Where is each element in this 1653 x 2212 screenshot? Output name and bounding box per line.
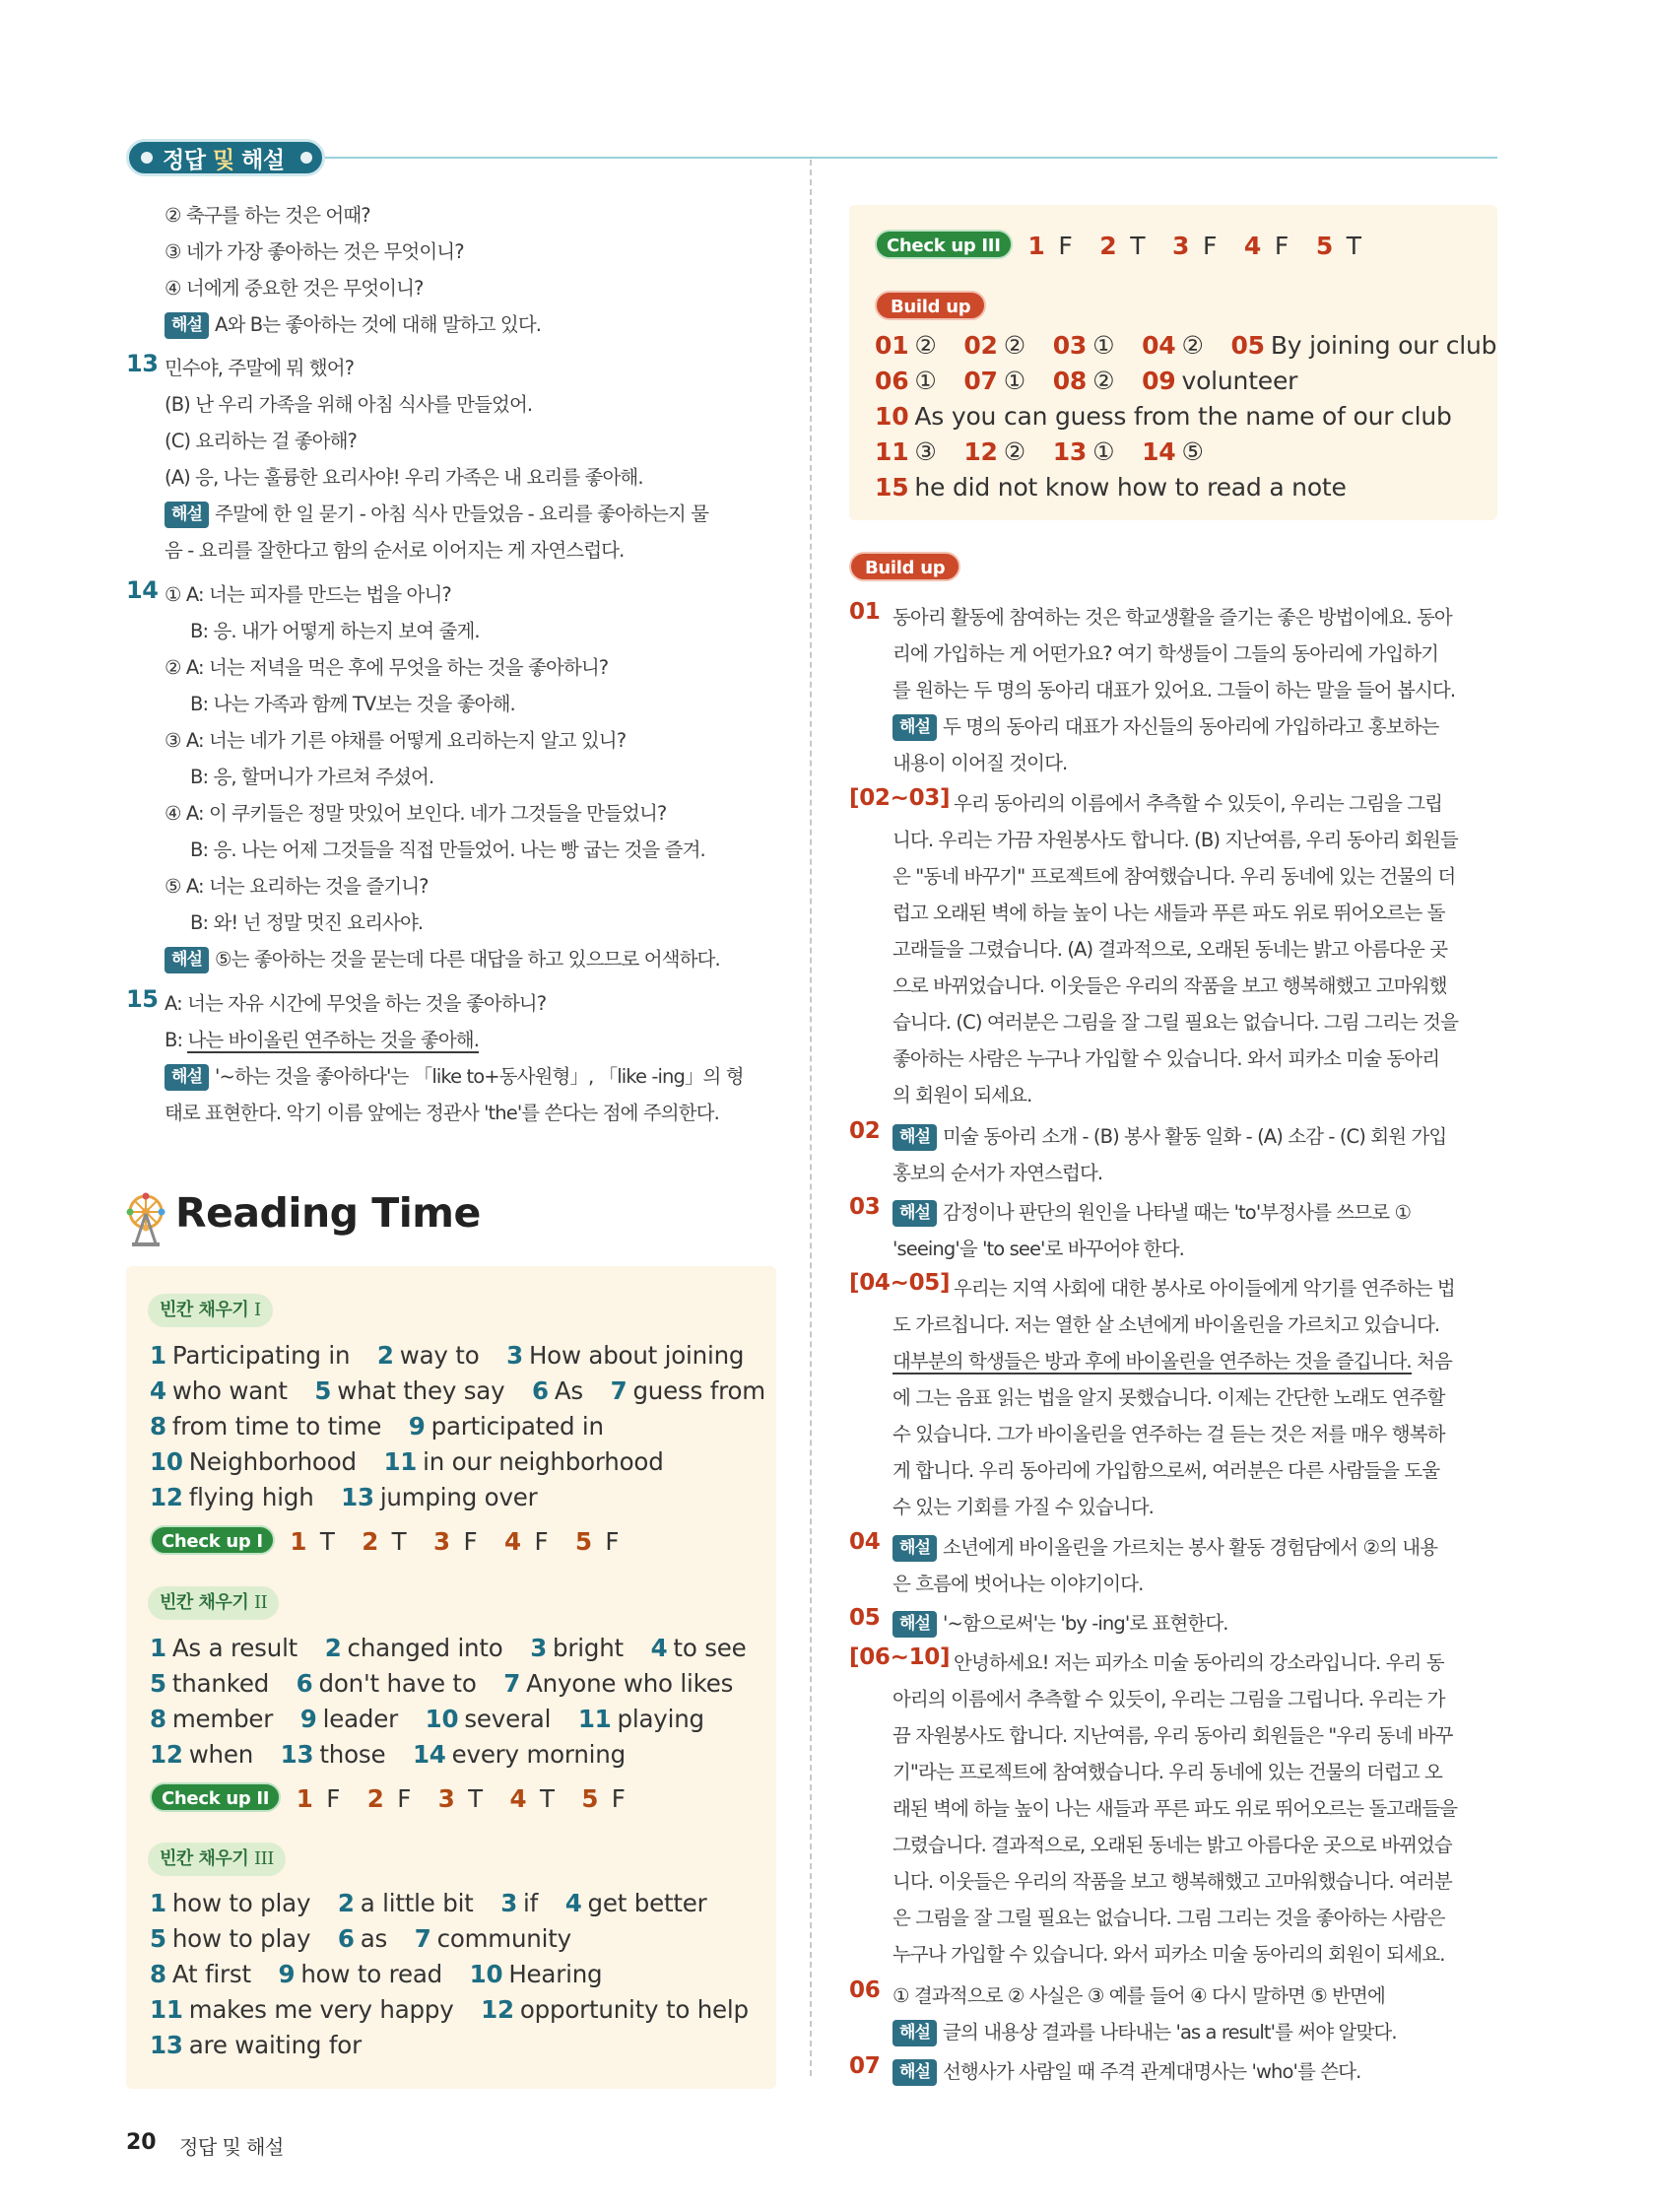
q14-line: B: 응. 내가 어떻게 하는지 보여 줄게.	[190, 620, 480, 642]
b07-number: 07	[849, 2053, 881, 2079]
haesul-tag: 해설	[893, 1200, 937, 1227]
ferris-wheel-icon	[126, 1192, 165, 1247]
section-header-title: 정답 및 해설	[163, 147, 285, 173]
b0610-line: 끔 자원봉사도 합니다. 지난여름, 우리 동아리 회원들은 "우리 동네 바꾸	[893, 1724, 1453, 1747]
blank-fill-1-label: 빈칸 채우기 I	[148, 1294, 273, 1327]
check-up-2-label: Check up II	[150, 1782, 281, 1812]
b0610-line: 기"라는 프로젝트에 참여했습니다. 우리 동네에 있는 건물의 더럽고 오	[893, 1761, 1442, 1783]
haesul-tag: 해설	[893, 2059, 937, 2086]
b0610-line: 래된 벽에 하늘 높이 나는 새들과 푸른 파도 위로 뛰어오르는 돌고래들을	[893, 1797, 1458, 1820]
check-up-3-row: Check up III 1 F 2 T 3 F 4 F 5 T	[875, 229, 1361, 265]
build-up-label-1: Build up	[875, 291, 986, 320]
q12-line-3: ③ 네가 가장 좋아하는 것은 무엇이니?	[165, 240, 464, 263]
b0405-line: 수 있는 기회를 가질 수 있습니다.	[893, 1496, 1154, 1518]
b0203-line: 니다. 우리는 가끔 자원봉사도 합니다. (B) 지난여름, 우리 동아리 회원들	[893, 829, 1458, 851]
b01-explanation-cont: 내용이 이어질 것이다.	[893, 752, 1068, 774]
b01-number: 01	[849, 599, 881, 625]
section-header-badge	[126, 139, 325, 176]
b0405-line-underlined: 대부분의 학생들은 방과 후에 바이올린을 연주하는 것을 즐깁니다. 처음	[893, 1350, 1452, 1373]
check-up-3-label: Check up III	[875, 230, 1013, 259]
b0405-line: 게 합니다. 우리 동아리에 가입함으로써, 여러분은 다른 사람들을 도울	[893, 1459, 1440, 1482]
b0203-line: 으로 바뀌었습니다. 이웃들은 우리의 작품을 보고 행복해했고 고마워했	[893, 974, 1447, 997]
b0203-line: 은 "동네 바꾸기" 프로젝트에 참여했습니다. 우리 동네에 있는 건물의 더	[893, 865, 1456, 888]
q14-line: B: 응, 할머니가 가르쳐 주셨어.	[190, 766, 434, 788]
haesul-tag: 해설	[893, 1535, 937, 1562]
q14-line: ⑤ A: 너는 요리하는 것을 즐기니?	[165, 875, 429, 898]
q14-line: ④ A: 이 쿠키들은 정말 맛있어 보인다. 네가 그것들을 만들었니?	[165, 802, 667, 825]
q14-line: ② A: 너는 저녁을 먹은 후에 무엇을 하는 것을 좋아하니?	[165, 656, 609, 679]
b0203-line: 습니다. (C) 여러분은 그림을 잘 그릴 필요는 없습니다. 그림 그리는 것을	[893, 1011, 1459, 1034]
build-up-row: 15 he did not know how to read a note	[875, 473, 1347, 502]
build-up-row: 06 ① 07 ① 08 ② 09 volunteer	[875, 367, 1298, 395]
q13-line: (B) 난 우리 가족을 위해 아침 식사를 만들었어.	[165, 393, 533, 416]
build-up-row: 11 ③ 12 ② 13 ① 14 ⑤	[875, 437, 1204, 466]
b06-explanation: 해설 글의 내용상 결과를 나타내는 'as a result'를 써야 알맞다.	[893, 2014, 1397, 2050]
dot-icon	[141, 152, 153, 164]
q14-line: B: 응. 나는 어제 그것들을 직접 만들었어. 나는 빵 굽는 것을 즐겨.	[190, 838, 705, 861]
blank1-row: 10 Neighborhood 11 in our neighborhood	[150, 1447, 664, 1476]
blank2-row: 5 thanked 6 don't have to 7 Anyone who likes	[150, 1669, 734, 1698]
q13-line: (C) 요리하는 걸 좋아해?	[165, 430, 357, 452]
reading-time-title: Reading Time	[175, 1189, 481, 1237]
b06-options: ① 결과적으로 ② 사실은 ③ 예를 들어 ④ 다시 말하면 ⑤ 반면에	[893, 1984, 1385, 2007]
b0405-line: 수 있습니다. 그가 바이올린을 연주하는 걸 듣는 것은 저를 매우 행복하	[893, 1423, 1445, 1445]
b0610-line: 은 그림을 잘 그릴 필요는 없습니다. 그림 그리는 것을 좋아하는 사람은	[893, 1907, 1445, 1929]
blank1-row: 8 from time to time 9 participated in	[150, 1412, 604, 1441]
q15-explanation: 해설 '~하는 것을 좋아하다'는 「like to+동사원형」, 「like -ing」의 형	[165, 1058, 744, 1095]
blank1-row: 12 flying high 13 jumping over	[150, 1483, 538, 1511]
b0203-line: 고래들을 그렸습니다. (A) 결과적으로, 오래된 동네는 밝고 아름다운 곳	[893, 938, 1448, 961]
b0405-line: 우리는 지역 사회에 대한 봉사로 아이들에게 악기를 연주하는 법	[954, 1277, 1455, 1300]
column-divider	[810, 160, 812, 2076]
q12-line-4: ④ 너에게 중요한 것은 무엇이니?	[165, 277, 424, 300]
q15-explanation-cont: 태로 표현한다. 악기 이름 앞에는 정관사 'the'를 쓴다는 점에 주의한다.	[165, 1102, 719, 1124]
b05-explanation: 해설 '~함으로써'는 'by -ing'로 표현한다.	[893, 1605, 1228, 1642]
q15-number: 15	[126, 985, 159, 1013]
b01-line: 리에 가입하는 게 어떤가요? 여기 학생들이 그들의 동아리에 가입하기	[893, 642, 1439, 665]
b0610-line: 그렸습니다. 결과적으로, 오래된 동네는 밝고 아름다운 곳으로 바뀌었습	[893, 1834, 1452, 1856]
b02-explanation-cont: 홍보의 순서가 자연스럽다.	[893, 1162, 1103, 1184]
blank3-row: 1 how to play 2 a little bit 3 if 4 get better	[150, 1889, 707, 1917]
b01-line: 동아리 활동에 참여하는 것은 학교생활을 즐기는 좋은 방법이에요. 동아	[893, 606, 1452, 629]
b03-explanation: 해설 감정이나 판단의 원인을 나타낼 때는 'to'부정사를 쓰므로 ①	[893, 1194, 1411, 1231]
q14-explanation: 해설 ⑤는 좋아하는 것을 묻는데 다른 대답을 하고 있으므로 어색하다.	[165, 941, 720, 977]
b0203-number: [02~03]	[849, 785, 951, 811]
b04-explanation: 해설 소년에게 바이올린을 가르치는 봉사 활동 경험담에서 ②의 내용	[893, 1529, 1437, 1566]
q13-line: 민수야, 주말에 뭐 했어?	[165, 357, 355, 379]
b02-number: 02	[849, 1118, 881, 1144]
blank1-row: 4 who want 5 what they say 6 As 7 guess from	[150, 1376, 765, 1405]
haesul-tag: 해설	[165, 947, 209, 973]
b06-number: 06	[849, 1977, 881, 2003]
blank3-row: 5 how to play 6 as 7 community	[150, 1924, 571, 1953]
b0610-line: 니다. 이웃들은 우리의 작품을 보고 행복해했고 고마워했습니다. 여러분	[893, 1870, 1452, 1893]
haesul-tag: 해설	[893, 2020, 937, 2046]
dot-icon	[300, 152, 312, 164]
b0610-number: [06~10]	[849, 1644, 951, 1670]
build-up-row: 10 As you can guess from the name of our club	[875, 402, 1452, 431]
q13-explanation-cont: 음 - 요리를 잘한다고 함의 순서로 이어지는 게 자연스럽다.	[165, 539, 625, 562]
q15-line-b: B: 나는 바이올린 연주하는 것을 좋아해.	[165, 1029, 480, 1051]
b0203-line: 럽고 오래된 벽에 하늘 높이 나는 새들과 푸른 파도 위로 뛰어오르는 돌	[893, 902, 1445, 924]
blank3-row: 13 are waiting for	[150, 2031, 362, 2059]
b04-number: 04	[849, 1529, 881, 1555]
q14-line: ③ A: 너는 네가 기른 야채를 어떻게 요리하는지 알고 있니?	[165, 729, 627, 752]
b03-explanation-cont: 'seeing'을 'to see'로 바꾸어야 한다.	[893, 1238, 1184, 1260]
check-up-2-row: Check up II 1 F 2 F 3 T 4 T 5 F	[150, 1781, 626, 1818]
haesul-tag: 해설	[893, 714, 937, 741]
haesul-tag: 해설	[165, 1064, 209, 1091]
b0405-line: 에 그는 음표 읽는 법을 알지 못했습니다. 이제는 간단한 노래도 연주할	[893, 1386, 1445, 1409]
b0203-line: 우리 동아리의 이름에서 추측할 수 있듯이, 우리는 그림을 그립	[954, 792, 1443, 815]
blank-fill-3-label: 빈칸 채우기 III	[148, 1843, 286, 1876]
b03-number: 03	[849, 1194, 881, 1220]
q13-explanation: 해설 주말에 한 일 묻기 - 아침 식사 만들었음 - 요리를 좋아하는지 물	[165, 496, 708, 532]
q14-number: 14	[126, 576, 159, 604]
blank3-row: 8 At first 9 how to read 10 Hearing	[150, 1960, 603, 1988]
q12-explanation: 해설 A와 B는 좋아하는 것에 대해 말하고 있다.	[165, 306, 541, 343]
blank2-row: 1 As a result 2 changed into 3 bright 4 to see	[150, 1634, 747, 1662]
page-number: 20	[126, 2130, 157, 2155]
b05-number: 05	[849, 1605, 881, 1631]
b04-explanation-cont: 은 흐름에 벗어나는 이야기이다.	[893, 1573, 1144, 1595]
build-up-label-2: Build up	[849, 552, 960, 581]
header-rule	[325, 157, 1497, 159]
b0610-line: 누구나 가입할 수 있습니다. 와서 피카소 미술 동아리의 회원이 되세요.	[893, 1943, 1445, 1966]
b0203-line: 좋아하는 사람은 누구나 가입할 수 있습니다. 와서 피카소 미술 동아리	[893, 1047, 1440, 1070]
b0405-number: [04~05]	[849, 1270, 951, 1296]
blank1-row: 1 Participating in 2 way to 3 How about joining	[150, 1341, 745, 1370]
check-up-1-label: Check up I	[150, 1525, 275, 1555]
b01-line: 를 원하는 두 명의 동아리 대표가 있어요. 그들이 하는 말을 들어 봅시다.	[893, 679, 1456, 702]
haesul-tag: 해설	[165, 502, 209, 528]
q15-line-a: A: 너는 자유 시간에 무엇을 하는 것을 좋아하니?	[165, 992, 547, 1015]
b07-explanation: 해설 선행사가 사람일 때 주격 관계대명사는 'who'를 쓴다.	[893, 2053, 1360, 2090]
blank3-row: 11 makes me very happy 12 opportunity to help	[150, 1995, 749, 2024]
haesul-tag: 해설	[893, 1611, 937, 1638]
blank2-row: 8 member 9 leader 10 several 11 playing	[150, 1705, 704, 1733]
footer-label: 정답 및 해설	[179, 2135, 284, 2159]
q13-number: 13	[126, 350, 159, 377]
haesul-tag: 해설	[893, 1124, 937, 1151]
blank-fill-2-label: 빈칸 채우기 II	[148, 1586, 279, 1620]
q14-line: B: 나는 가족과 함께 TV보는 것을 좋아해.	[190, 693, 515, 715]
blank2-row: 12 when 13 those 14 every morning	[150, 1740, 626, 1769]
q12-line-2: ② 축구를 하는 것은 어때?	[165, 204, 370, 227]
q14-line: B: 와! 넌 정말 멋진 요리사야.	[190, 911, 424, 934]
check-up-1-row: Check up I 1 T 2 T 3 F 4 F 5 F	[150, 1524, 619, 1561]
b0405-line: 도 가르칩니다. 저는 열한 살 소년에게 바이올린을 가르치고 있습니다.	[893, 1313, 1440, 1336]
b0203-line: 의 회원이 되세요.	[893, 1084, 1032, 1106]
b01-explanation: 해설 두 명의 동아리 대표가 자신들의 동아리에 가입하라고 홍보하는	[893, 708, 1439, 745]
b02-explanation: 해설 미술 동아리 소개 - (B) 봉사 활동 일화 - (A) 소감 - (C) 회원 가입	[893, 1118, 1446, 1155]
b0610-line: 아리의 이름에서 추측할 수 있듯이, 우리는 그림을 그립니다. 우리는 가	[893, 1688, 1445, 1710]
q14-line: ① A: 너는 피자를 만드는 법을 아니?	[165, 583, 451, 606]
b0610-line: 안녕하세요! 저는 피카소 미술 동아리의 강소라입니다. 우리 동	[954, 1651, 1444, 1674]
q13-line: (A) 응, 나는 훌륭한 요리사야! 우리 가족은 내 요리를 좋아해.	[165, 466, 643, 489]
haesul-tag: 해설	[165, 312, 209, 339]
build-up-row: 01 ② 02 ② 03 ① 04 ② 05 By joining our club	[875, 331, 1497, 360]
